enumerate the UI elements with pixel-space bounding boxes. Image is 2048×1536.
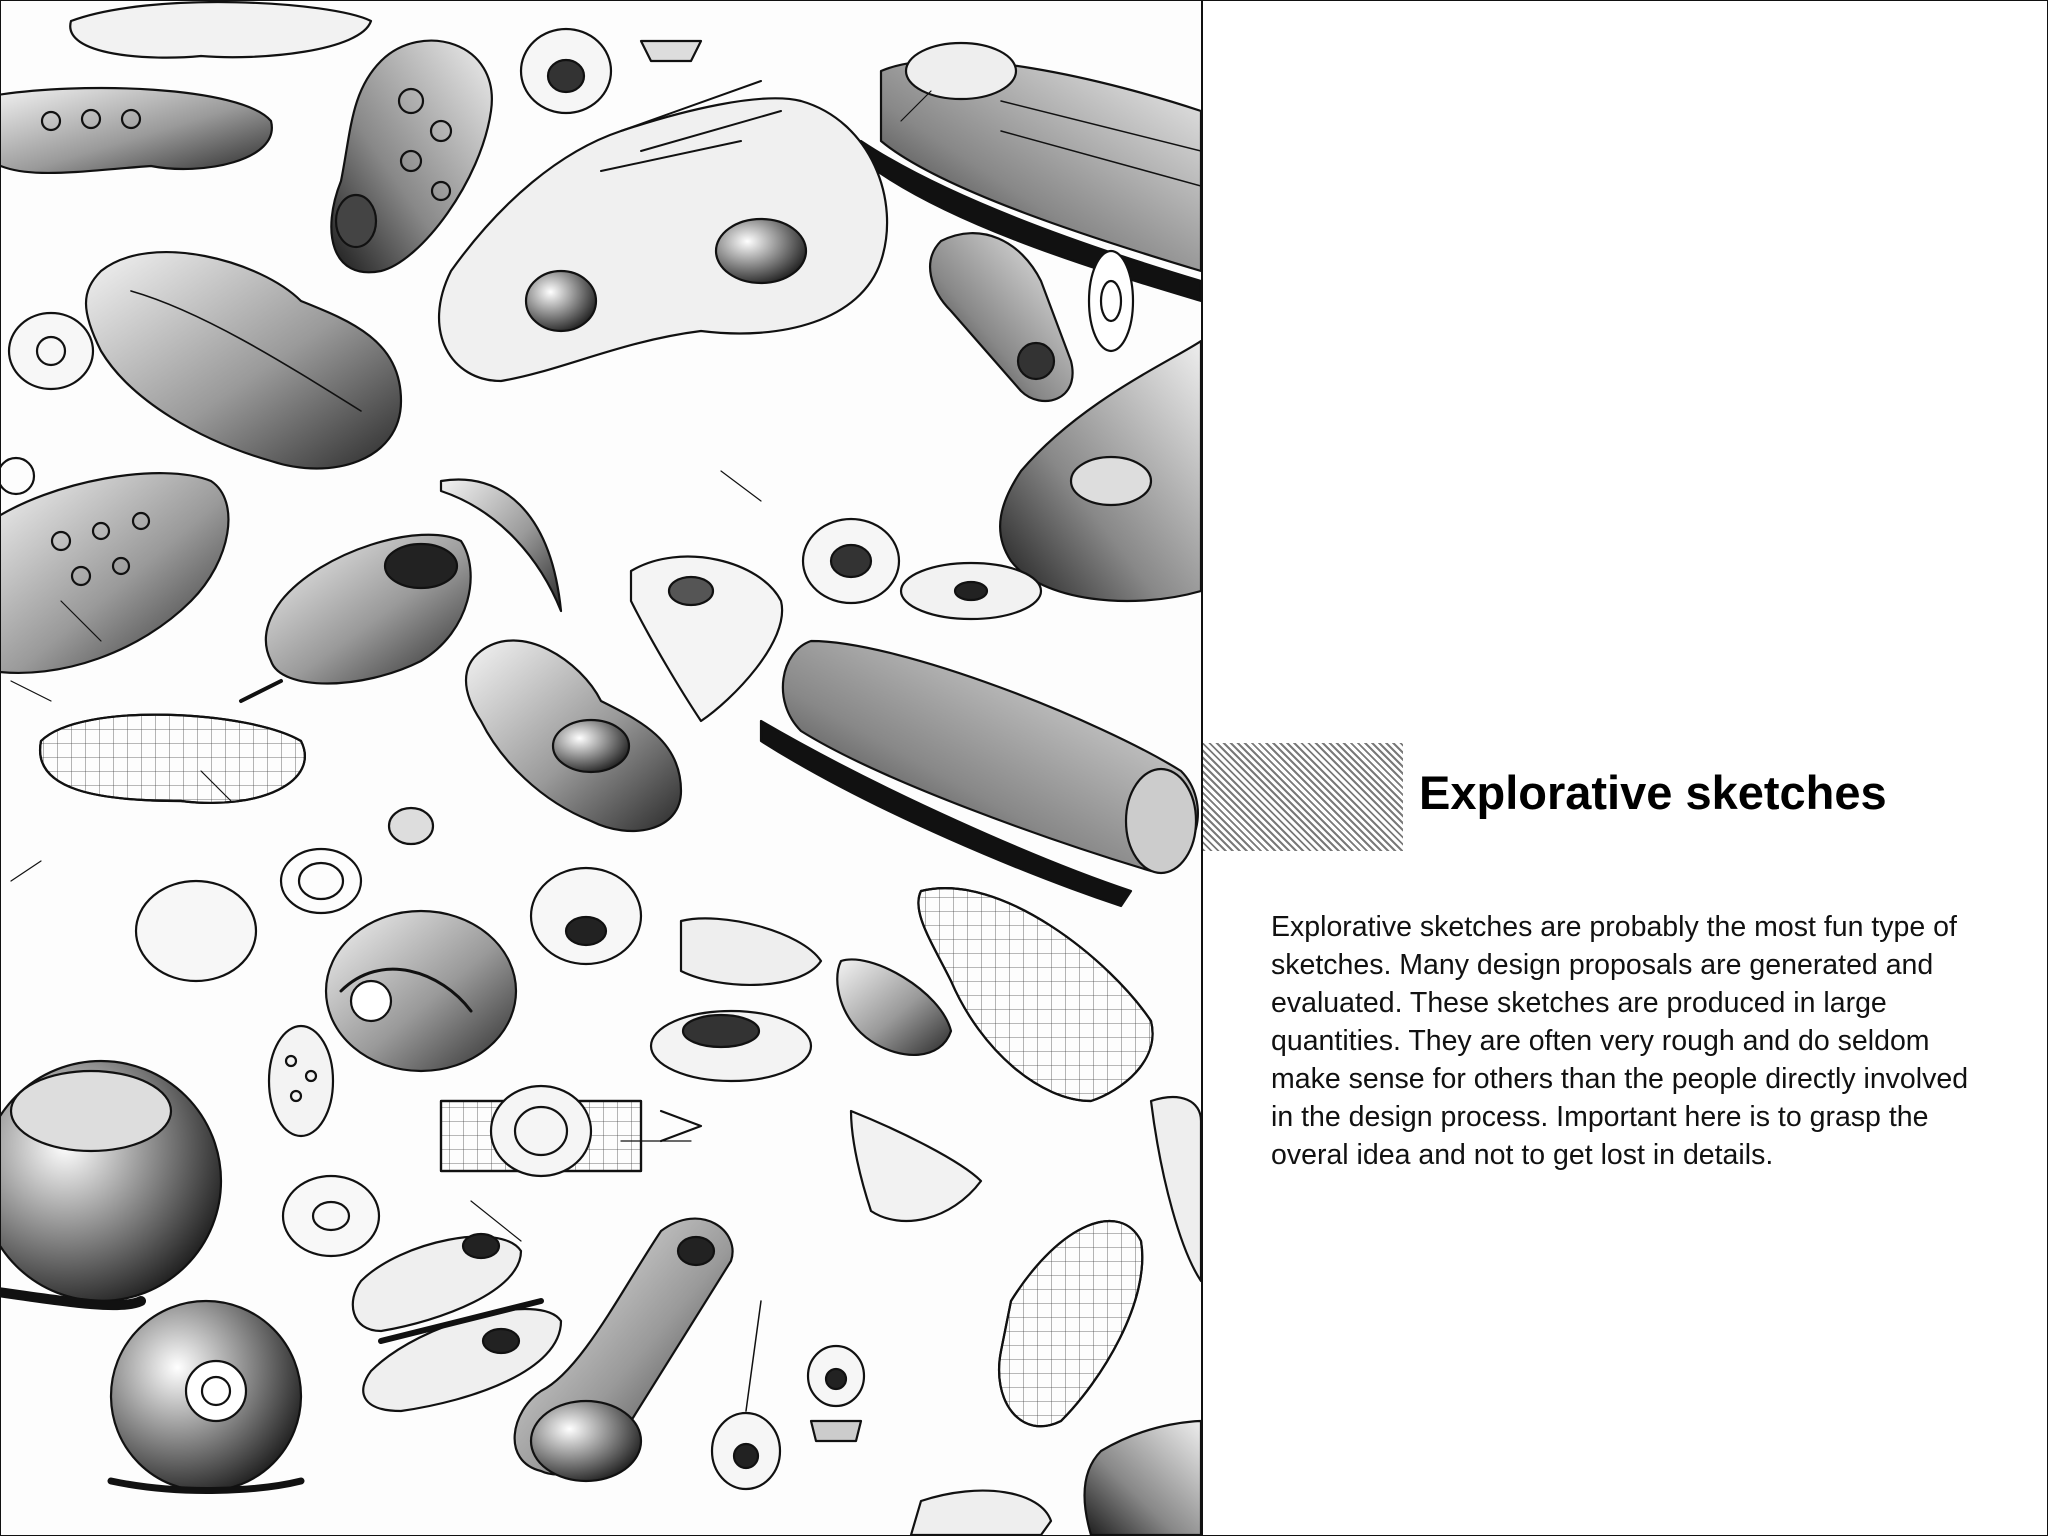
hatched-title-marker bbox=[1203, 743, 1403, 851]
body-paragraph: Explorative sketches are probably the most fun type of sketches. Many design proposals are generated and evaluated. These sketches are produced in large quantities. They are often very rough and do seldom make sense for others than the people directly involved in the design process. Important here is to grasp the overal idea and not to get lost in details. bbox=[1271, 911, 1969, 1171]
text-panel bbox=[1203, 1, 2047, 1535]
sketch-drawing bbox=[1, 1, 1201, 1535]
sketch-illustration bbox=[1, 1, 1203, 1535]
section-title: Explorative sketches bbox=[1419, 766, 1887, 819]
